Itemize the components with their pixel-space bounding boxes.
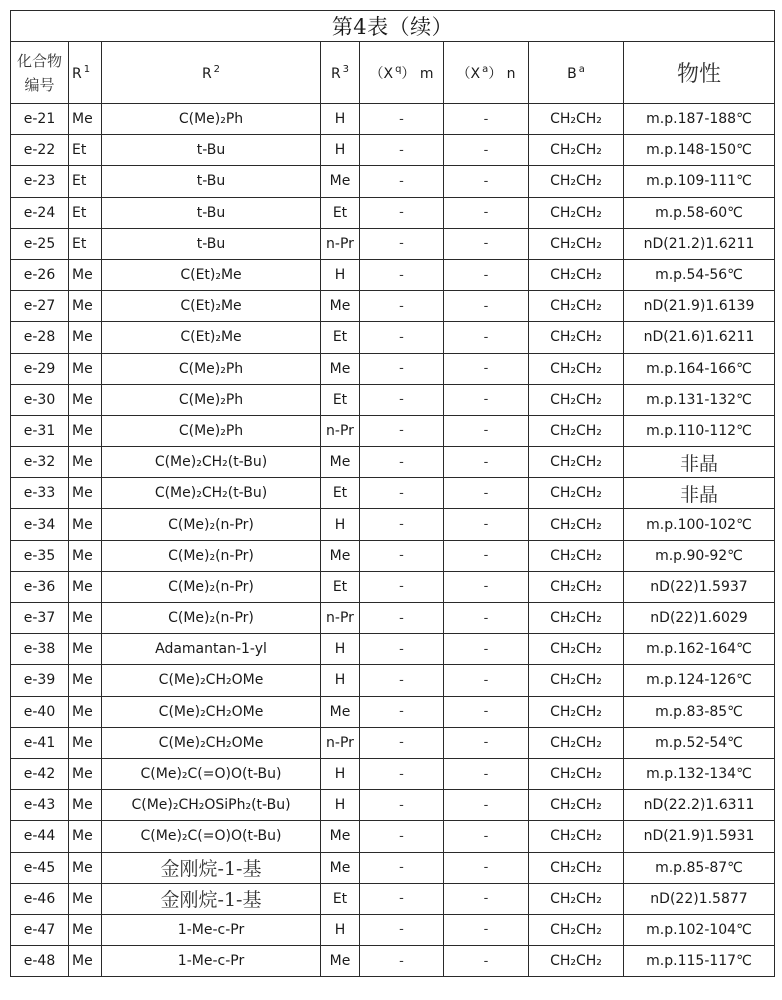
ba-cell: CH₂CH₂	[529, 758, 624, 789]
properties-cell: nD(21.9)1.6139	[624, 291, 775, 322]
table-row	[11, 883, 775, 914]
ba-cell: CH₂CH₂	[529, 665, 624, 696]
r1-cell: Me	[69, 946, 102, 977]
ba-cell: CH₂CH₂	[529, 914, 624, 945]
r3-cell: Me	[321, 353, 360, 384]
properties-cell: 非晶	[624, 447, 775, 478]
ba-cell: CH₂CH₂	[529, 384, 624, 415]
xq-m-cell: -	[360, 696, 444, 727]
table-row	[11, 478, 775, 509]
xa-n-cell: -	[444, 228, 529, 259]
table-row	[11, 322, 775, 353]
xq-m-cell: -	[360, 571, 444, 602]
r1-cell: Me	[69, 603, 102, 634]
r1-cell: Et	[69, 166, 102, 197]
xq-m-cell: -	[360, 415, 444, 446]
ba-cell: CH₂CH₂	[529, 634, 624, 665]
header-compound-no-line2: 编号	[24, 75, 55, 94]
table-row	[11, 758, 775, 789]
header-xa-n-pre: （X	[456, 65, 481, 82]
xa-n-cell: -	[444, 946, 529, 977]
document-page	[10, 10, 774, 977]
r2-cell: C(Me)₂Ph	[102, 384, 321, 415]
r2-cell: 1-Me-c-Pr	[102, 914, 321, 945]
xa-n-cell: -	[444, 790, 529, 821]
r2-cell: 金刚烷-1-基	[102, 852, 321, 883]
r2-cell: C(Et)₂Me	[102, 291, 321, 322]
table-row	[11, 353, 775, 384]
compound-id-cell: e-37	[11, 603, 69, 634]
properties-cell: m.p.132-134℃	[624, 758, 775, 789]
properties-cell: m.p.83-85℃	[624, 696, 775, 727]
table-row	[11, 447, 775, 478]
properties-cell: nD(21.2)1.6211	[624, 228, 775, 259]
header-ba	[529, 42, 624, 104]
xa-n-cell: -	[444, 447, 529, 478]
r1-cell: Me	[69, 571, 102, 602]
r2-cell: Adamantan-1-yl	[102, 634, 321, 665]
xa-n-cell: -	[444, 634, 529, 665]
xq-m-cell: -	[360, 259, 444, 290]
ba-cell: CH₂CH₂	[529, 104, 624, 135]
r1-cell: Me	[69, 384, 102, 415]
header-r2	[102, 42, 321, 104]
properties-cell: m.p.85-87℃	[624, 852, 775, 883]
r3-cell: Et	[321, 197, 360, 228]
r2-cell: C(Me)₂(n-Pr)	[102, 571, 321, 602]
xa-n-cell: -	[444, 852, 529, 883]
table-header-row	[11, 42, 775, 104]
r2-cell: C(Me)₂(n-Pr)	[102, 540, 321, 571]
r2-cell: C(Me)₂CH₂(t-Bu)	[102, 447, 321, 478]
r1-cell: Me	[69, 634, 102, 665]
xa-n-cell: -	[444, 104, 529, 135]
r3-cell: H	[321, 259, 360, 290]
r1-cell: Me	[69, 259, 102, 290]
table-row	[11, 104, 775, 135]
xa-n-cell: -	[444, 821, 529, 852]
r3-cell: n-Pr	[321, 228, 360, 259]
compound-table	[10, 10, 775, 977]
header-r2-label: R	[201, 65, 212, 82]
table-body	[11, 104, 775, 977]
properties-cell: m.p.58-60℃	[624, 197, 775, 228]
r3-cell: Et	[321, 384, 360, 415]
xq-m-cell: -	[360, 821, 444, 852]
header-ba-label: B	[567, 65, 577, 82]
r2-cell: C(Me)₂CH₂OMe	[102, 696, 321, 727]
compound-id-cell: e-30	[11, 384, 69, 415]
r2-cell: C(Me)₂Ph	[102, 104, 321, 135]
r3-cell: Me	[321, 946, 360, 977]
xq-m-cell: -	[360, 727, 444, 758]
r1-cell: Me	[69, 696, 102, 727]
table-title-row	[11, 11, 775, 42]
properties-cell: nD(22)1.5937	[624, 571, 775, 602]
r1-cell: Me	[69, 665, 102, 696]
ba-cell: CH₂CH₂	[529, 603, 624, 634]
r1-cell: Me	[69, 540, 102, 571]
compound-id-cell: e-32	[11, 447, 69, 478]
ba-cell: CH₂CH₂	[529, 571, 624, 602]
r2-cell: t-Bu	[102, 197, 321, 228]
r1-cell: Me	[69, 353, 102, 384]
xa-n-cell: -	[444, 291, 529, 322]
ba-cell: CH₂CH₂	[529, 852, 624, 883]
properties-cell: nD(22)1.6029	[624, 603, 775, 634]
compound-id-cell: e-41	[11, 727, 69, 758]
header-ba-sup: a	[578, 63, 585, 75]
properties-cell: 非晶	[624, 478, 775, 509]
compound-id-cell: e-27	[11, 291, 69, 322]
table-row	[11, 603, 775, 634]
r1-cell: Me	[69, 104, 102, 135]
r3-cell: Me	[321, 447, 360, 478]
properties-cell: m.p.164-166℃	[624, 353, 775, 384]
xq-m-cell: -	[360, 883, 444, 914]
table-row	[11, 135, 775, 166]
ba-cell: CH₂CH₂	[529, 821, 624, 852]
table-row	[11, 415, 775, 446]
r3-cell: n-Pr	[321, 727, 360, 758]
header-compound-no-line1: 化合物	[16, 51, 62, 70]
r1-cell: Me	[69, 914, 102, 945]
r2-cell: t-Bu	[102, 228, 321, 259]
xa-n-cell: -	[444, 135, 529, 166]
r1-cell: Me	[69, 415, 102, 446]
r1-cell: Me	[69, 821, 102, 852]
table-row	[11, 291, 775, 322]
header-r3	[321, 42, 360, 104]
compound-id-cell: e-25	[11, 228, 69, 259]
r3-cell: H	[321, 665, 360, 696]
r3-cell: Et	[321, 883, 360, 914]
r2-cell: C(Me)₂C(=O)O(t-Bu)	[102, 758, 321, 789]
xa-n-cell: -	[444, 509, 529, 540]
xq-m-cell: -	[360, 852, 444, 883]
r2-cell: 1-Me-c-Pr	[102, 946, 321, 977]
xa-n-cell: -	[444, 696, 529, 727]
r3-cell: H	[321, 758, 360, 789]
table-row	[11, 634, 775, 665]
ba-cell: CH₂CH₂	[529, 135, 624, 166]
compound-id-cell: e-45	[11, 852, 69, 883]
compound-id-cell: e-39	[11, 665, 69, 696]
r2-cell: C(Me)₂(n-Pr)	[102, 603, 321, 634]
r2-cell: C(Me)₂CH₂(t-Bu)	[102, 478, 321, 509]
xa-n-cell: -	[444, 384, 529, 415]
xa-n-cell: -	[444, 603, 529, 634]
xq-m-cell: -	[360, 291, 444, 322]
xa-n-cell: -	[444, 665, 529, 696]
compound-id-cell: e-33	[11, 478, 69, 509]
r2-cell: C(Me)₂(n-Pr)	[102, 509, 321, 540]
table-row	[11, 540, 775, 571]
compound-id-cell: e-38	[11, 634, 69, 665]
ba-cell: CH₂CH₂	[529, 883, 624, 914]
table-row	[11, 228, 775, 259]
ba-cell: CH₂CH₂	[529, 322, 624, 353]
header-r1	[69, 42, 102, 104]
xq-m-cell: -	[360, 509, 444, 540]
xa-n-cell: -	[444, 478, 529, 509]
xq-m-cell: -	[360, 946, 444, 977]
r3-cell: Et	[321, 571, 360, 602]
table-title: 第4表（续）	[11, 11, 775, 42]
r2-cell: C(Me)₂CH₂OMe	[102, 727, 321, 758]
r3-cell: Et	[321, 322, 360, 353]
xa-n-cell: -	[444, 353, 529, 384]
properties-cell: m.p.115-117℃	[624, 946, 775, 977]
xa-n-cell: -	[444, 259, 529, 290]
xq-m-cell: -	[360, 447, 444, 478]
ba-cell: CH₂CH₂	[529, 291, 624, 322]
r1-cell: Me	[69, 291, 102, 322]
ba-cell: CH₂CH₂	[529, 259, 624, 290]
ba-cell: CH₂CH₂	[529, 353, 624, 384]
properties-cell: m.p.148-150℃	[624, 135, 775, 166]
compound-id-cell: e-44	[11, 821, 69, 852]
properties-cell: m.p.110-112℃	[624, 415, 775, 446]
r2-cell: t-Bu	[102, 166, 321, 197]
header-xa-n-sup: a	[482, 63, 489, 75]
properties-cell: nD(21.9)1.5931	[624, 821, 775, 852]
r3-cell: H	[321, 104, 360, 135]
xq-m-cell: -	[360, 603, 444, 634]
compound-id-cell: e-22	[11, 135, 69, 166]
header-r1-sup: 1	[83, 63, 91, 75]
header-xa-n	[444, 42, 529, 104]
table-row	[11, 259, 775, 290]
properties-cell: m.p.131-132℃	[624, 384, 775, 415]
ba-cell: CH₂CH₂	[529, 447, 624, 478]
r1-cell: Et	[69, 197, 102, 228]
xa-n-cell: -	[444, 415, 529, 446]
xq-m-cell: -	[360, 634, 444, 665]
xq-m-cell: -	[360, 478, 444, 509]
r1-cell: Me	[69, 790, 102, 821]
xq-m-cell: -	[360, 384, 444, 415]
xa-n-cell: -	[444, 883, 529, 914]
compound-id-cell: e-23	[11, 166, 69, 197]
properties-cell: m.p.102-104℃	[624, 914, 775, 945]
table-row	[11, 384, 775, 415]
ba-cell: CH₂CH₂	[529, 197, 624, 228]
xq-m-cell: -	[360, 790, 444, 821]
r2-cell: C(Et)₂Me	[102, 322, 321, 353]
compound-id-cell: e-21	[11, 104, 69, 135]
r3-cell: H	[321, 509, 360, 540]
xq-m-cell: -	[360, 228, 444, 259]
ba-cell: CH₂CH₂	[529, 696, 624, 727]
r2-cell: C(Me)₂C(=O)O(t-Bu)	[102, 821, 321, 852]
compound-id-cell: e-40	[11, 696, 69, 727]
r3-cell: n-Pr	[321, 415, 360, 446]
r2-cell: C(Me)₂Ph	[102, 415, 321, 446]
properties-cell: m.p.90-92℃	[624, 540, 775, 571]
header-r3-sup: 3	[342, 63, 350, 75]
r1-cell: Me	[69, 883, 102, 914]
r3-cell: H	[321, 790, 360, 821]
r1-cell: Me	[69, 322, 102, 353]
table-row	[11, 790, 775, 821]
xq-m-cell: -	[360, 665, 444, 696]
xq-m-cell: -	[360, 197, 444, 228]
r3-cell: Et	[321, 478, 360, 509]
r2-cell: C(Et)₂Me	[102, 259, 321, 290]
ba-cell: CH₂CH₂	[529, 166, 624, 197]
header-xq-m-post: ） m	[401, 65, 434, 82]
xq-m-cell: -	[360, 914, 444, 945]
table-row	[11, 571, 775, 602]
properties-cell: m.p.162-164℃	[624, 634, 775, 665]
xq-m-cell: -	[360, 135, 444, 166]
ba-cell: CH₂CH₂	[529, 790, 624, 821]
r1-cell: Me	[69, 478, 102, 509]
r3-cell: H	[321, 634, 360, 665]
table-row	[11, 852, 775, 883]
compound-id-cell: e-46	[11, 883, 69, 914]
compound-id-cell: e-43	[11, 790, 69, 821]
table-row	[11, 696, 775, 727]
properties-cell: m.p.54-56℃	[624, 259, 775, 290]
r3-cell: Me	[321, 291, 360, 322]
r2-cell: C(Me)₂Ph	[102, 353, 321, 384]
header-r1-label: R	[72, 65, 82, 82]
r2-cell: t-Bu	[102, 135, 321, 166]
compound-id-cell: e-34	[11, 509, 69, 540]
properties-cell: m.p.52-54℃	[624, 727, 775, 758]
r3-cell: Me	[321, 852, 360, 883]
table-row	[11, 946, 775, 977]
xa-n-cell: -	[444, 322, 529, 353]
header-xq-m	[360, 42, 444, 104]
properties-cell: m.p.124-126℃	[624, 665, 775, 696]
xa-n-cell: -	[444, 166, 529, 197]
table-row	[11, 197, 775, 228]
r2-cell: C(Me)₂CH₂OMe	[102, 665, 321, 696]
xq-m-cell: -	[360, 353, 444, 384]
properties-cell: m.p.100-102℃	[624, 509, 775, 540]
xa-n-cell: -	[444, 914, 529, 945]
properties-cell: nD(21.6)1.6211	[624, 322, 775, 353]
compound-id-cell: e-26	[11, 259, 69, 290]
r3-cell: Me	[321, 540, 360, 571]
xq-m-cell: -	[360, 104, 444, 135]
r3-cell: H	[321, 135, 360, 166]
ba-cell: CH₂CH₂	[529, 509, 624, 540]
header-r3-label: R	[330, 65, 341, 82]
header-xq-m-pre: （X	[369, 65, 394, 82]
r3-cell: Me	[321, 696, 360, 727]
compound-id-cell: e-35	[11, 540, 69, 571]
xq-m-cell: -	[360, 322, 444, 353]
xa-n-cell: -	[444, 758, 529, 789]
compound-id-cell: e-36	[11, 571, 69, 602]
xa-n-cell: -	[444, 197, 529, 228]
r1-cell: Me	[69, 758, 102, 789]
compound-id-cell: e-42	[11, 758, 69, 789]
r3-cell: Me	[321, 821, 360, 852]
table-row	[11, 166, 775, 197]
properties-cell: nD(22)1.5877	[624, 883, 775, 914]
compound-id-cell: e-24	[11, 197, 69, 228]
r3-cell: Me	[321, 166, 360, 197]
r1-cell: Me	[69, 727, 102, 758]
r3-cell: H	[321, 914, 360, 945]
ba-cell: CH₂CH₂	[529, 478, 624, 509]
compound-id-cell: e-48	[11, 946, 69, 977]
header-xq-m-sup: q	[395, 63, 402, 75]
compound-id-cell: e-47	[11, 914, 69, 945]
header-xa-n-post: ） n	[488, 65, 516, 82]
ba-cell: CH₂CH₂	[529, 228, 624, 259]
table-row	[11, 509, 775, 540]
r3-cell: n-Pr	[321, 603, 360, 634]
table-row	[11, 665, 775, 696]
header-compound-no	[11, 42, 69, 104]
r2-cell: C(Me)₂CH₂OSiPh₂(t-Bu)	[102, 790, 321, 821]
xa-n-cell: -	[444, 727, 529, 758]
compound-id-cell: e-29	[11, 353, 69, 384]
xq-m-cell: -	[360, 166, 444, 197]
table-row	[11, 727, 775, 758]
r1-cell: Me	[69, 852, 102, 883]
xq-m-cell: -	[360, 540, 444, 571]
table-row	[11, 821, 775, 852]
header-properties: 物性	[624, 42, 775, 104]
compound-id-cell: e-31	[11, 415, 69, 446]
xq-m-cell: -	[360, 758, 444, 789]
compound-id-cell: e-28	[11, 322, 69, 353]
r1-cell: Et	[69, 135, 102, 166]
r1-cell: Me	[69, 509, 102, 540]
table-row	[11, 914, 775, 945]
ba-cell: CH₂CH₂	[529, 540, 624, 571]
ba-cell: CH₂CH₂	[529, 946, 624, 977]
xa-n-cell: -	[444, 540, 529, 571]
ba-cell: CH₂CH₂	[529, 415, 624, 446]
r2-cell: 金刚烷-1-基	[102, 883, 321, 914]
r1-cell: Et	[69, 228, 102, 259]
ba-cell: CH₂CH₂	[529, 727, 624, 758]
properties-cell: m.p.109-111℃	[624, 166, 775, 197]
xa-n-cell: -	[444, 571, 529, 602]
properties-cell: m.p.187-188℃	[624, 104, 775, 135]
header-r2-sup: 2	[213, 63, 221, 75]
properties-cell: nD(22.2)1.6311	[624, 790, 775, 821]
r1-cell: Me	[69, 447, 102, 478]
